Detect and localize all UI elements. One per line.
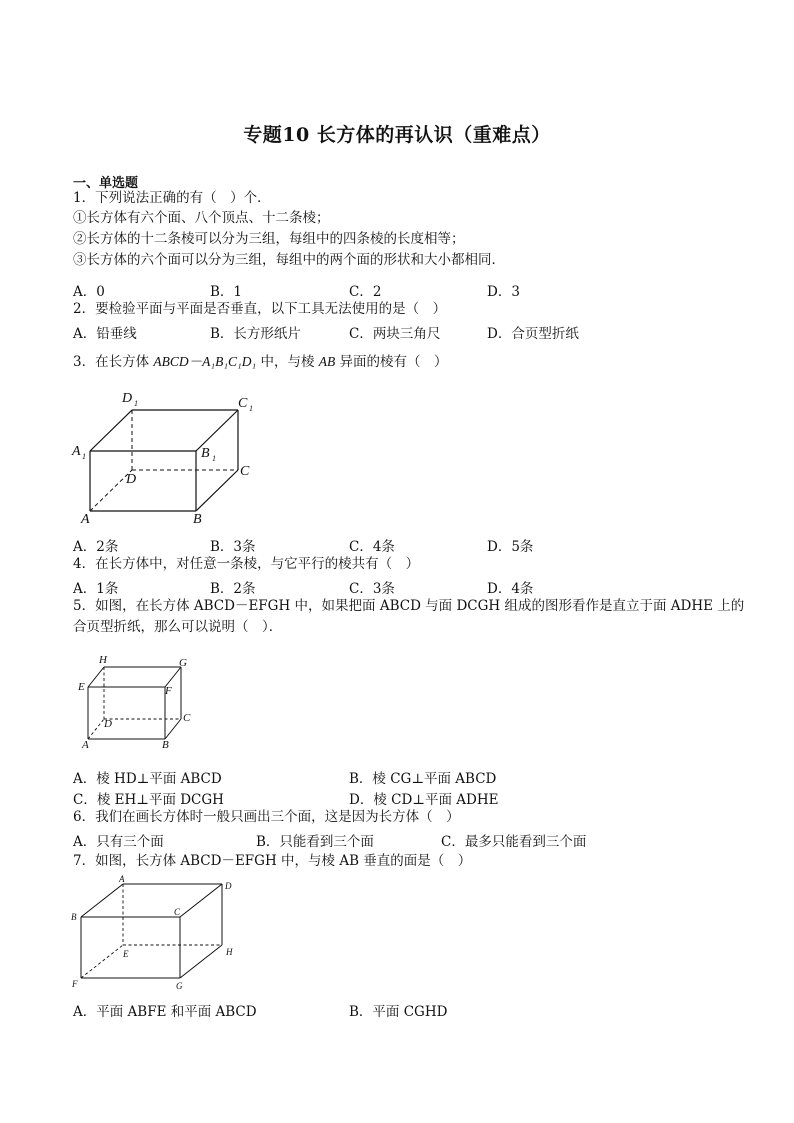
q4-stem: 4．在长方体中，对任意一条棱，与它平行的棱共有（ ） bbox=[73, 556, 420, 572]
q2-stem: 2．要检验平面与平面是否垂直，以下工具无法使用的是（ ） bbox=[73, 301, 447, 317]
q3-label-c: C bbox=[240, 464, 250, 479]
q5-label-h: H bbox=[99, 654, 107, 666]
q2-option-c[interactable]: C．两块三角尺 bbox=[349, 326, 441, 342]
q3-option-b[interactable]: B．3条 bbox=[210, 539, 256, 555]
q3-label-b1: B bbox=[201, 446, 210, 461]
q3-option-d[interactable]: D．5条 bbox=[487, 539, 534, 555]
q7-label-f: F bbox=[72, 979, 78, 989]
q5-option-b[interactable]: B．棱 CG⊥平面 ABCD bbox=[349, 771, 497, 787]
q1-stem: 1．下列说法正确的有（ ）个． bbox=[73, 190, 271, 206]
q4-option-d[interactable]: D．4条 bbox=[487, 581, 534, 597]
q7-option-a[interactable]: A．平面 ABFE 和平面 ABCD bbox=[73, 1004, 257, 1020]
q7-label-g: G bbox=[176, 981, 183, 991]
q7-label-h: H bbox=[226, 947, 233, 957]
q1-option-d[interactable]: D．3 bbox=[487, 284, 520, 300]
q7-cuboid-figure bbox=[68, 873, 248, 995]
section-heading: 一、单选题 bbox=[73, 176, 139, 191]
q7-label-b: B bbox=[71, 912, 77, 922]
q4-option-c[interactable]: C．3条 bbox=[349, 581, 395, 597]
q4-option-a[interactable]: A．1条 bbox=[73, 581, 119, 597]
q6-option-c[interactable]: C．最多只能看到三个面 bbox=[441, 834, 587, 850]
q2-option-a[interactable]: A．铅垂线 bbox=[73, 326, 137, 342]
q5-label-f: F bbox=[165, 685, 172, 697]
q3-label-a: A bbox=[81, 512, 90, 527]
q1-statement-1: ①长方体有六个面、八个顶点、十二条棱； bbox=[73, 210, 330, 226]
q7-label-a: A bbox=[119, 874, 125, 884]
q3-option-c[interactable]: C．4条 bbox=[349, 539, 395, 555]
q5-option-d[interactable]: D．棱 CD⊥平面 ADHE bbox=[349, 792, 499, 808]
q1-option-c[interactable]: C．2 bbox=[349, 284, 382, 300]
q5-label-c: C bbox=[183, 712, 191, 724]
page-title: 专题10 长方体的再认识（重难点） bbox=[243, 124, 551, 146]
q5-label-d: D bbox=[104, 718, 112, 730]
q5-stem-line-1: 5．如图，在长方体 ABCD－EFGH 中，如果把面 ABCD 与面 DCGH 组成的图形看作是直立于面 ADHE 上的 bbox=[73, 598, 745, 614]
q7-label-d: D bbox=[225, 881, 232, 891]
q5-option-a[interactable]: A．棱 HD⊥平面 ABCD bbox=[73, 771, 222, 787]
q7-stem: 7．如图，长方体 ABCD－EFGH 中，与棱 AB 垂直的面是（ ） bbox=[73, 853, 472, 869]
q5-cuboid-figure bbox=[75, 652, 200, 752]
q3-cuboid-figure bbox=[70, 385, 270, 530]
q2-option-d[interactable]: D．合页型折纸 bbox=[487, 326, 579, 342]
q3-option-a[interactable]: A．2条 bbox=[73, 539, 119, 555]
q3-label-c1: C bbox=[238, 396, 248, 411]
q5-stem-line-2: 合页型折纸，那么可以说明（ ）． bbox=[73, 619, 283, 635]
q3-stem-math: ABCD－A₁B₁C₁D₁ bbox=[153, 354, 257, 369]
q3-label-b1-sub: 1 bbox=[212, 454, 216, 463]
q6-option-b[interactable]: B．只能看到三个面 bbox=[256, 834, 374, 850]
q4-option-b[interactable]: B．2条 bbox=[210, 581, 256, 597]
q3-stem-mid: 中，与棱 bbox=[256, 354, 319, 370]
q3-stem-pre: 3．在长方体 bbox=[73, 354, 154, 370]
q7-option-b[interactable]: B．平面 CGHD bbox=[349, 1004, 448, 1020]
q7-label-e: E bbox=[123, 949, 129, 959]
q6-stem: 6．我们在画长方体时一般只画出三个面，这是因为长方体（ ） bbox=[73, 809, 460, 825]
q3-label-d1-sub: 1 bbox=[134, 399, 138, 408]
q2-option-b[interactable]: B．长方形纸片 bbox=[210, 326, 301, 342]
q1-option-b[interactable]: B．1 bbox=[210, 284, 243, 300]
q5-label-e: E bbox=[78, 681, 85, 693]
q6-option-a[interactable]: A．只有三个面 bbox=[73, 834, 164, 850]
q3-label-b: B bbox=[193, 512, 202, 527]
q7-label-c: C bbox=[174, 907, 181, 917]
q3-stem-post: 异面的棱有（ ） bbox=[335, 354, 448, 370]
q5-label-b: B bbox=[162, 739, 169, 751]
q3-label-c1-sub: 1 bbox=[249, 404, 253, 413]
q3-label-d: D bbox=[126, 472, 137, 487]
q3-label-a1: A bbox=[72, 444, 81, 459]
q3-stem-math2: AB bbox=[318, 354, 336, 369]
q1-option-a[interactable]: A．0 bbox=[73, 284, 105, 300]
q5-label-a: A bbox=[82, 739, 89, 751]
q3-label-d1: D bbox=[122, 391, 133, 406]
q5-option-c[interactable]: C．棱 EH⊥平面 DCGH bbox=[73, 792, 224, 808]
q1-statement-3: ③长方体的六个面可以分为三组，每组中的两个面的形状和大小都相同． bbox=[73, 252, 505, 268]
q5-label-g: G bbox=[179, 657, 187, 669]
q3-stem bbox=[73, 353, 448, 371]
q1-statement-2: ②长方体的十二条棱可以分为三组，每组中的四条棱的长度相等； bbox=[73, 231, 465, 247]
q3-label-a1-sub: 1 bbox=[82, 452, 86, 461]
